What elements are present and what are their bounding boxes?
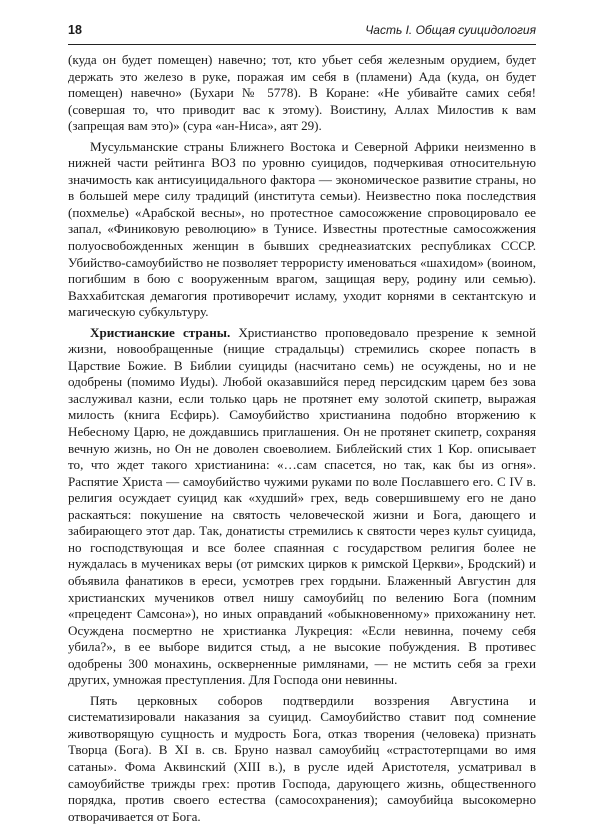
paragraph-text: Пять церковных соборов подтвердили воззрения Августина и систематизировали наказания за суицид. Самоубийство ставит под сомнение животворящую сущность и мудрость Бога, отказ творения (человека) признать Творца (Бога). В XI в. св. Бруно назвал самоубийц «страстотерпцами во имя сатаны». Фома Аквинский (XIII в.), в русле идей Аристотеля, усматривал в самоубийстве трижды грех: против Господа, дарующего жизнь, общественного порядка, против своего естества (самосохранения); самоубийца высокомерно отворачивается от Бога. xyxy=(68,692,536,824)
paragraph-text: (куда он будет помещен) навечно; тот, кто убьет себя железным орудием, будет держать это железо в руке, поражая им себя в (пламени) Ада (куда, он будет помещен) навечно» (Бухари № 5778). В Коране: «Не убивайте самих себя! (совершая то, что приводит вас к этому). Воистину, Аллах Милостив к вам (запрещая вам это)» (сура «ан-Ниса», аят 29). xyxy=(68,52,536,134)
paragraph-muslim-countries xyxy=(68,139,536,321)
running-head: Часть I. Общая суицидология xyxy=(365,23,536,37)
paragraph-christian-countries xyxy=(68,325,536,689)
body-text xyxy=(68,52,536,829)
paragraph-quran-quote xyxy=(68,52,536,135)
page-header xyxy=(68,20,536,45)
page-number: 18 xyxy=(68,23,82,37)
paragraph-text: Христианство проповедовало презрение к земной жизни, новообращенные (нищие страдальцы) стремились скорее попасть в Царствие Божие. В Библии суициды (насчитано семь) не осуждены, но и не одобрены (помимо Иуды). Любой оказавшийся перед персидским царем без зова заслуживал казни, если только царь не протянет ему золотой скипетр, выражая милость (книга Есфирь). Самоубийство христианина подобно вторжению к Небесному Царю, не дождавшись приглашения. Он не протянет скипетр, сохраняя вечную жизнь, но Он не доволен своеволием. Библейский стих 1 Кор. описывает то, что ждет такого христианина: «…сам спасется, но так, как бы из огня». Распятие Христа — самоубийство чужими руками по воле Пославшего его. С IV в. религия осуждает суицид как «худший» грех, ведь совершившему его не дано раскаяться: покушение на святость человеческой жизни и Бога, дающего и забирающего этот дар. Так, донатисты стремились к святости через культ суицида, но господствующая и все более спаянная с государством религия более не нуждалась в мучениках веры (от римских цирков к римской Церкви», Бродский) и объявила фанатиков в ереси, усмотрев грех гордыни. Блаженный Августин для христианских мучеников отвел нишу самоубийц по велению Бога (помним «прецедент Самсона»), но иных оправданий «обыкновенному» прихожанину нет. Осуждена посмертно не христианка Лукреция: «Если невинна, почему себя убила?», в ее выборе видится стыд, а не высокие побуждения. В противес одобрены 300 монахинь, оскверненные римлянами, — не мстить себя за грехи других, умножая преступления. Для Господа они невинны. xyxy=(68,324,536,688)
paragraph-text: Мусульманские страны Ближнего Востока и Северной Африки неизменно в нижней части рейтинга ВОЗ по уровню суицидов, подчеркивая относительную значимость как антисуицидального фактора — экономическое развитие страны, но в большей мере силу традиций (института семьи). Неизвестно пока последствия (похмелье) «Арабской весны», но протестное самосожжение спровоцировало ее запал, «Финиковую революцию» в Тунисе. Известны протестные самосожжения полуосвобожденных женщин в бывших среднеазиатских республиках СССР. Убийство-самоубийство не позволяет террористу именоваться «шахидом» (воином, погибшим в бою с вооруженным врагом, защищая веру, родину или семью). Ваххабитская демагогия противоречит исламу, уходит корнями в сектантскую и магическую субкультуру. xyxy=(68,138,536,320)
section-lead: Христианские страны. xyxy=(90,324,231,340)
paragraph-church-councils xyxy=(68,693,536,825)
